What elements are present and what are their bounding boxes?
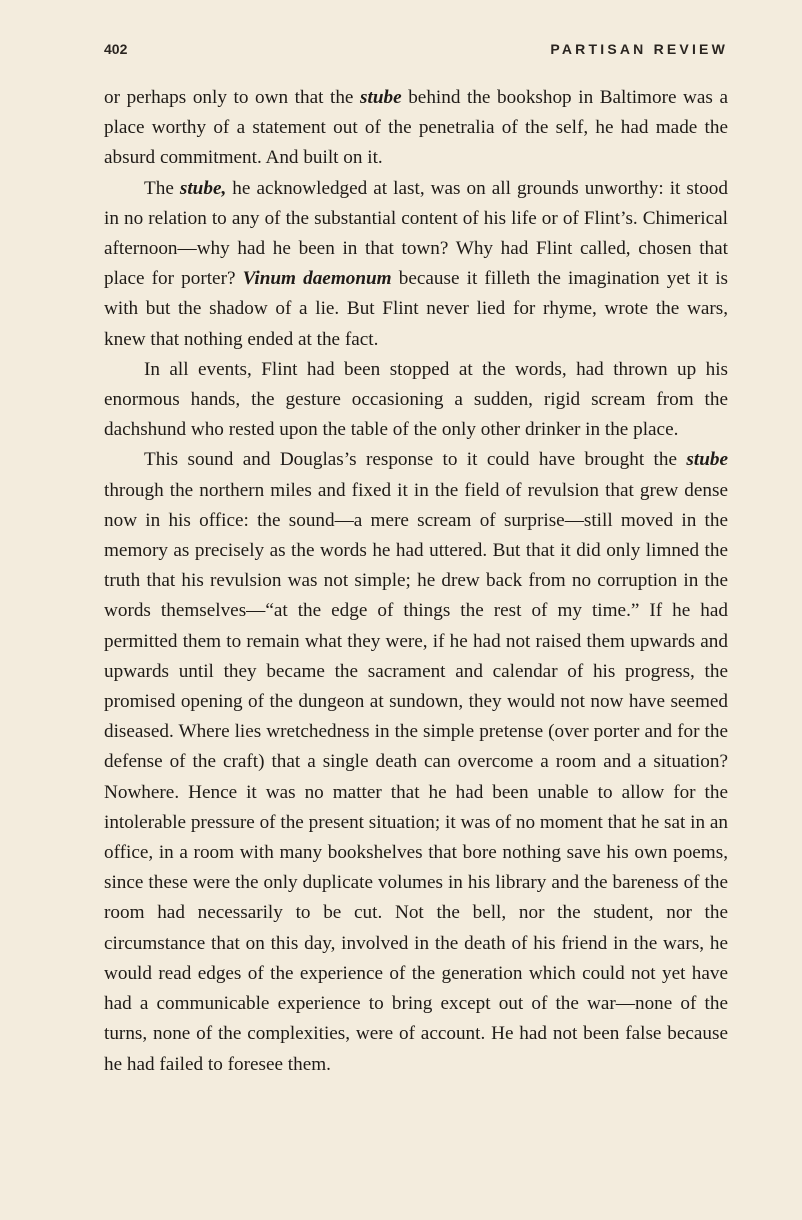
paragraph bbox=[104, 355, 728, 446]
italic-text: Vinum daemonum bbox=[242, 268, 392, 290]
italic-text: stube, bbox=[179, 177, 227, 199]
running-head: PARTISAN REVIEW bbox=[550, 41, 728, 57]
text-run: behind the bookshop in Baltimore was a place worthy of a statement out of the penetralia of the self, he had made the absurd commitment. And built on it. bbox=[104, 87, 728, 169]
text-run: In all events, Flint had been stopped at the words, had thrown up his enormous hands, the gesture occasioning a sudden, rigid scream from the dachshund who rested upon the table of the only other drinker in the place. bbox=[104, 358, 728, 441]
text-run: The bbox=[144, 177, 180, 199]
text-run: or perhaps only to own that the bbox=[104, 87, 361, 108]
page-header bbox=[104, 41, 728, 63]
text-run: he acknowledged at last, was on all grounds unworthy: it stood in no relation to any of the substantial content of his life or of Flint’s. Chimerical afternoon—why had he been in that town? Why had Flint called, chosen that place for porter? bbox=[104, 177, 728, 290]
text-run: because it filleth the imagination yet it is with but the shadow of a lie. But Flint never lied for rhyme, wrote the wars, knew that nothing ended at the fact. bbox=[104, 268, 728, 350]
italic-text: stube bbox=[360, 87, 402, 108]
text-run: This sound and Douglas’s response to it could have brought the bbox=[144, 449, 687, 471]
paragraph bbox=[104, 445, 728, 1079]
italic-text: stube bbox=[686, 449, 728, 471]
page-number: 402 bbox=[104, 41, 128, 57]
text-run: through the northern miles and fixed it in the field of revulsion that grew dense now in his office: the sound—a mere scream of surprise—still moved in the memory as precisely as the words he had uttered. But that it did only limned the truth that his revulsion was not simple; he drew back from no corruption in the words themselves—“at the edge of things the rest of my time.” If he had permitted them to remain what they were, if he had not raised them upwards and upwards until they became the sacrament and calendar of his progress, the promised opening of the dungeon at sundown, they would not now have seemed diseased. Where lies wretchedness in the simple pretense (over porter and for the defense of the craft) that a single death can overcome a room and a situation? Nowhere. Hence it was no matter that he had been unable to allow for the intolerable pressure of the present situation; it was of no moment that he sat in an office, in a room with many bookshelves that bore nothing save his own poems, since these were the only duplicate volumes in his library and the bareness of the room had necessarily to be cut. Not the bell, nor the student, nor the circumstance that on this day, involved in the death of his friend in the wars, he would read edges of the experience of the generation which could not yet have had a communicable experience to bring except out of the war—none of the turns, none of the complexities, were of account. He had not been false because he had failed to foresee them. bbox=[104, 479, 728, 1075]
paragraph bbox=[104, 83, 728, 174]
paragraph bbox=[104, 174, 728, 355]
body-text bbox=[104, 83, 728, 1080]
